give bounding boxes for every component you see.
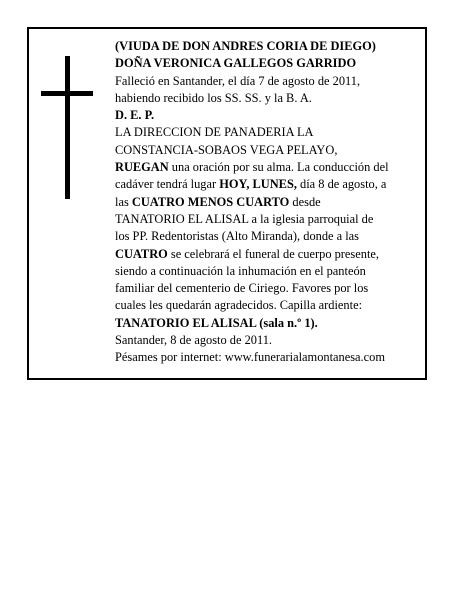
funeral-line-7: familiar del cementerio de Ciriego. Favores por los	[115, 281, 369, 296]
request-text: una oración por su alma. La conducción del	[168, 160, 389, 175]
death-line-1: Falleció en Santander, el día 7 de agosto de 2011,	[115, 73, 361, 88]
funeral-text-5b: se celebrará el funeral de cuerpo presente,	[167, 246, 379, 261]
funeral-text-1a: cadáver tendrá lugar	[115, 177, 220, 192]
funeral-line-1	[115, 176, 420, 193]
cross-icon	[41, 56, 93, 199]
widow-line: (VIUDA DE DON ANDRES CORIA DE DIEGO)	[115, 39, 376, 53]
funeral-line-8: cuales les quedarán agradecidos. Capilla ardiente:	[115, 298, 363, 313]
ruegan-word: RUEGAN	[115, 160, 169, 175]
funeral-text-2b: desde	[289, 194, 321, 209]
funeral-line-6: siendo a continuación la inhumación en el panteón	[115, 263, 366, 278]
death-line-2: habiendo recibido los SS. SS. y la B. A.	[115, 90, 312, 105]
place-date-line: Santander, 8 de agosto de 2011.	[115, 333, 272, 348]
company-line-1: LA DIRECCION DE PANADERIA LA	[115, 125, 314, 140]
obituary-notice	[27, 27, 427, 380]
rip-line: D. E. P.	[115, 108, 155, 123]
cross-horizontal-bar	[41, 91, 93, 96]
company-line-2: CONSTANCIA-SOBAOS VEGA PELAYO,	[115, 142, 338, 157]
request-line	[115, 159, 420, 176]
funeral-text-2a: las	[115, 194, 132, 209]
departure-time: CUATRO MENOS CUARTO	[131, 194, 290, 209]
funeral-line-5	[115, 246, 420, 263]
condolences-line: Pésames por internet: www.funerarialamontanesa.com	[115, 350, 385, 365]
funeral-line-4: los PP. Redentoristas (Alto Miranda), donde a las	[115, 229, 359, 244]
notice-text	[115, 38, 420, 367]
day-highlight: HOY, LUNES,	[219, 177, 297, 192]
deceased-name: DOÑA VERONICA GALLEGOS GARRIDO	[115, 56, 357, 71]
funeral-line-3: TANATORIO EL ALISAL a la iglesia parroquial de	[115, 211, 374, 226]
funeral-line-2	[115, 194, 420, 211]
chapel-line: TANATORIO EL ALISAL (sala n.º 1).	[115, 315, 318, 330]
cross-vertical-bar	[65, 56, 70, 199]
funeral-text-1b: día 8 de agosto, a	[296, 177, 387, 192]
service-time: CUATRO	[115, 246, 168, 261]
